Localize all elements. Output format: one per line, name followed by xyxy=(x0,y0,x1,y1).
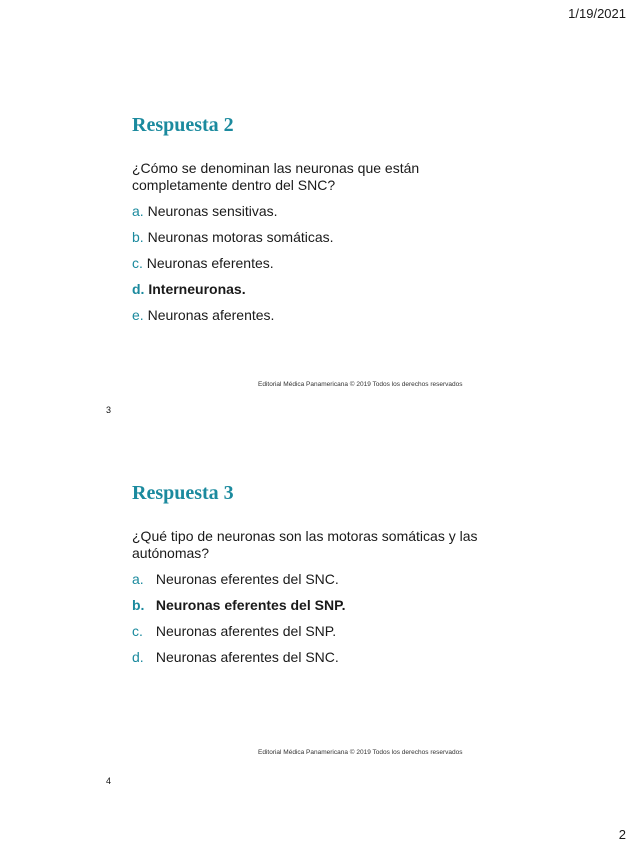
slide-footer: Editorial Médica Panamericana © 2019 Todos los derechos reservados xyxy=(258,749,463,756)
option-letter: c. xyxy=(132,255,143,271)
option-letter: a. xyxy=(132,571,144,587)
page-date: 1/19/2021 xyxy=(568,6,626,21)
option-b xyxy=(132,229,334,255)
option-text: Neuronas eferentes del SNP. xyxy=(155,597,346,613)
option-text: Neuronas aferentes del SNC. xyxy=(155,649,339,665)
option-b-correct xyxy=(132,597,346,623)
slide-respuesta-2 xyxy=(0,62,636,415)
option-text: Neuronas eferentes. xyxy=(146,255,274,271)
page-number: 2 xyxy=(618,827,626,842)
option-text: Neuronas aferentes. xyxy=(147,307,275,323)
option-letter: a. xyxy=(132,203,144,219)
option-letter: e. xyxy=(132,307,144,323)
option-d xyxy=(132,649,346,675)
answer-options xyxy=(132,571,346,675)
option-text: Neuronas motoras somáticas. xyxy=(147,229,334,245)
slide-number: 3 xyxy=(106,405,112,415)
option-c xyxy=(132,623,346,649)
slide-respuesta-3 xyxy=(0,430,636,786)
option-e xyxy=(132,307,334,333)
option-text: Interneuronas. xyxy=(148,281,246,297)
slide-number: 4 xyxy=(106,776,112,786)
answer-options xyxy=(132,203,334,333)
slide-footer: Editorial Médica Panamericana © 2019 Todos los derechos reservados xyxy=(258,381,463,388)
option-d-correct xyxy=(132,281,334,307)
option-letter: d. xyxy=(132,649,144,665)
option-letter: d. xyxy=(132,281,145,297)
option-text: Neuronas aferentes del SNP. xyxy=(155,623,337,639)
option-a xyxy=(132,571,346,597)
slide-title: Respuesta 2 xyxy=(132,114,234,136)
option-letter: c. xyxy=(132,623,143,639)
question-text: ¿Cómo se denominan las neuronas que están completamente dentro del SNC? xyxy=(132,160,420,193)
option-text: Neuronas eferentes del SNC. xyxy=(155,571,339,587)
option-c xyxy=(132,255,334,281)
option-letter: b. xyxy=(132,597,145,613)
option-a xyxy=(132,203,334,229)
option-text: Neuronas sensitivas. xyxy=(147,203,278,219)
option-letter: b. xyxy=(132,229,144,245)
slide-title: Respuesta 3 xyxy=(132,482,234,504)
question-text: ¿Qué tipo de neuronas son las motoras somáticas y las autónomas? xyxy=(132,528,478,561)
